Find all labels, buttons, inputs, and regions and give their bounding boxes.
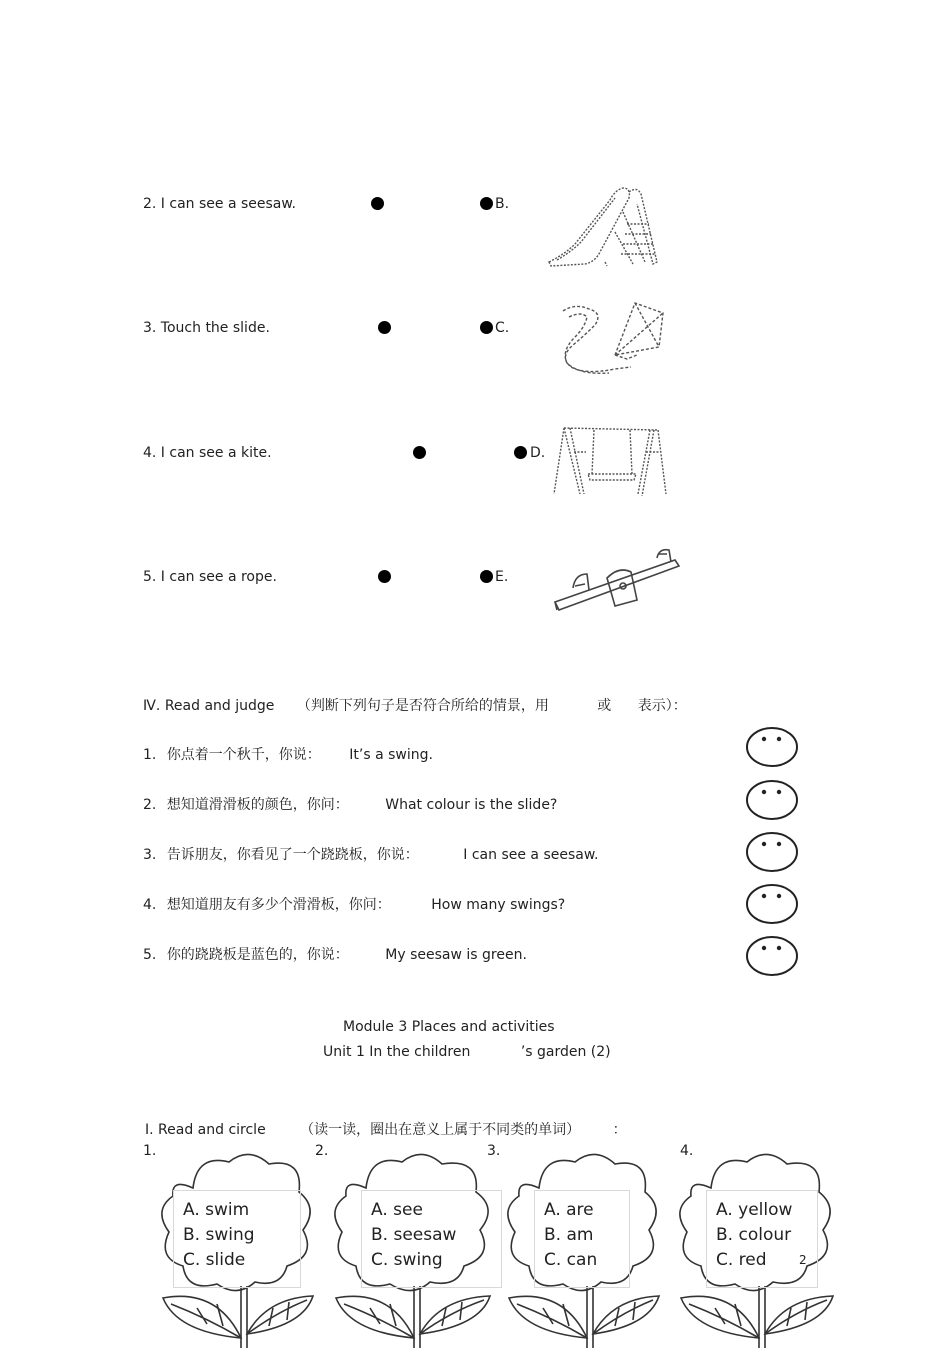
judge-item-5 xyxy=(143,944,527,964)
judge-scenario: 想知道朋友有多少个滑滑板，你问： xyxy=(166,897,391,913)
match-letter-c: C. xyxy=(495,320,510,336)
flower-3-option-a[interactable]: A. are xyxy=(544,1200,594,1220)
answer-face-3[interactable] xyxy=(745,831,799,873)
judge-sentence: My seesaw is green. xyxy=(385,947,527,963)
slide-picture xyxy=(545,182,665,272)
judge-item-2 xyxy=(143,794,557,814)
match-dot-right-e[interactable] xyxy=(480,570,493,583)
page-number: 2 xyxy=(799,1253,807,1267)
flower-4-option-a[interactable]: A. yellow xyxy=(716,1200,793,1220)
answer-face-2[interactable] xyxy=(745,779,799,821)
judge-scenario: 告诉朋友，你看见了一个跷跷板，你说： xyxy=(166,847,419,863)
match-dot-right-b[interactable] xyxy=(480,197,493,210)
section4-title: Ⅳ. Read and judge xyxy=(143,698,275,714)
match-letter-b: B. xyxy=(495,196,510,212)
flower-2-option-c[interactable]: C. swing xyxy=(371,1250,443,1270)
answer-face-5[interactable] xyxy=(745,935,799,977)
unit-title xyxy=(323,1044,611,1060)
judge-item-4 xyxy=(143,894,565,914)
match-sentence-2: 2. I can see a seesaw. xyxy=(143,196,296,212)
flower-4-option-c[interactable]: C. red xyxy=(716,1250,767,1270)
judge-num: 3. xyxy=(143,847,157,863)
flower-1-option-b[interactable]: B. swing xyxy=(183,1225,255,1245)
judge-sentence: What colour is the slide? xyxy=(385,797,558,813)
match-sentence-5: 5. I can see a rope. xyxy=(143,569,277,585)
kite-picture xyxy=(555,295,670,385)
flower-num-3: 3. xyxy=(487,1143,501,1159)
flower-num-2: 2. xyxy=(315,1143,329,1159)
answer-face-4[interactable] xyxy=(745,883,799,925)
judge-item-1 xyxy=(143,744,433,764)
unit-title-part1: Unit 1 In the children xyxy=(323,1044,471,1060)
match-letter-e: E. xyxy=(495,569,509,585)
seesaw-picture xyxy=(545,540,685,620)
module-title: Module 3 Places and activities xyxy=(343,1019,555,1035)
flower-num-4: 4. xyxy=(680,1143,694,1159)
section1-colon: ： xyxy=(612,1122,627,1138)
flower-1-option-a[interactable]: A. swim xyxy=(183,1200,250,1220)
match-dot-left-2[interactable] xyxy=(371,197,384,210)
judge-num: 5. xyxy=(143,947,157,963)
flower-2-option-a[interactable]: A. see xyxy=(371,1200,423,1220)
unit-title-part2: ’s garden (2) xyxy=(520,1044,611,1060)
swing-picture xyxy=(550,422,670,502)
match-dot-left-5[interactable] xyxy=(378,570,391,583)
section4-instruction-or: 或 xyxy=(597,698,612,714)
match-dot-right-c[interactable] xyxy=(480,321,493,334)
flower-3-option-b[interactable]: B. am xyxy=(544,1225,594,1245)
section1-instruction: （读一读，圈出在意义上属于不同类的单词） xyxy=(300,1122,581,1138)
judge-scenario: 你的跷跷板是蓝色的，你说： xyxy=(166,947,349,963)
judge-num: 1. xyxy=(143,747,157,763)
section1-heading xyxy=(145,1119,627,1139)
section1-title: Ⅰ. Read and circle xyxy=(145,1122,266,1138)
match-sentence-4: 4. I can see a kite. xyxy=(143,445,272,461)
judge-num: 2. xyxy=(143,797,157,813)
match-letter-d: D. xyxy=(530,445,546,461)
section4-instruction: （判断下列句子是否符合所给的情景，用 xyxy=(296,698,549,714)
answer-face-1[interactable] xyxy=(745,726,799,768)
judge-sentence: I can see a seesaw. xyxy=(463,847,599,863)
match-dot-left-3[interactable] xyxy=(378,321,391,334)
judge-scenario: 你点着一个秋千，你说： xyxy=(166,747,321,763)
flower-num-1: 1. xyxy=(143,1143,157,1159)
flower-4-option-b[interactable]: B. colour xyxy=(716,1225,792,1245)
flower-3-option-c[interactable]: C. can xyxy=(544,1250,598,1270)
match-dot-right-d[interactable] xyxy=(514,446,527,459)
judge-scenario: 想知道滑滑板的颜色，你问： xyxy=(166,797,349,813)
judge-num: 4. xyxy=(143,897,157,913)
section4-heading xyxy=(143,695,687,715)
flower-2-option-b[interactable]: B. seesaw xyxy=(371,1225,457,1245)
judge-item-3 xyxy=(143,844,598,864)
section4-instruction-end: 表示）： xyxy=(637,698,687,714)
match-sentence-3: 3. Touch the slide. xyxy=(143,320,270,336)
match-dot-left-4[interactable] xyxy=(413,446,426,459)
flower-1-option-c[interactable]: C. slide xyxy=(183,1250,246,1270)
judge-sentence: It’s a swing. xyxy=(349,747,433,763)
judge-sentence: How many swings? xyxy=(431,897,566,913)
